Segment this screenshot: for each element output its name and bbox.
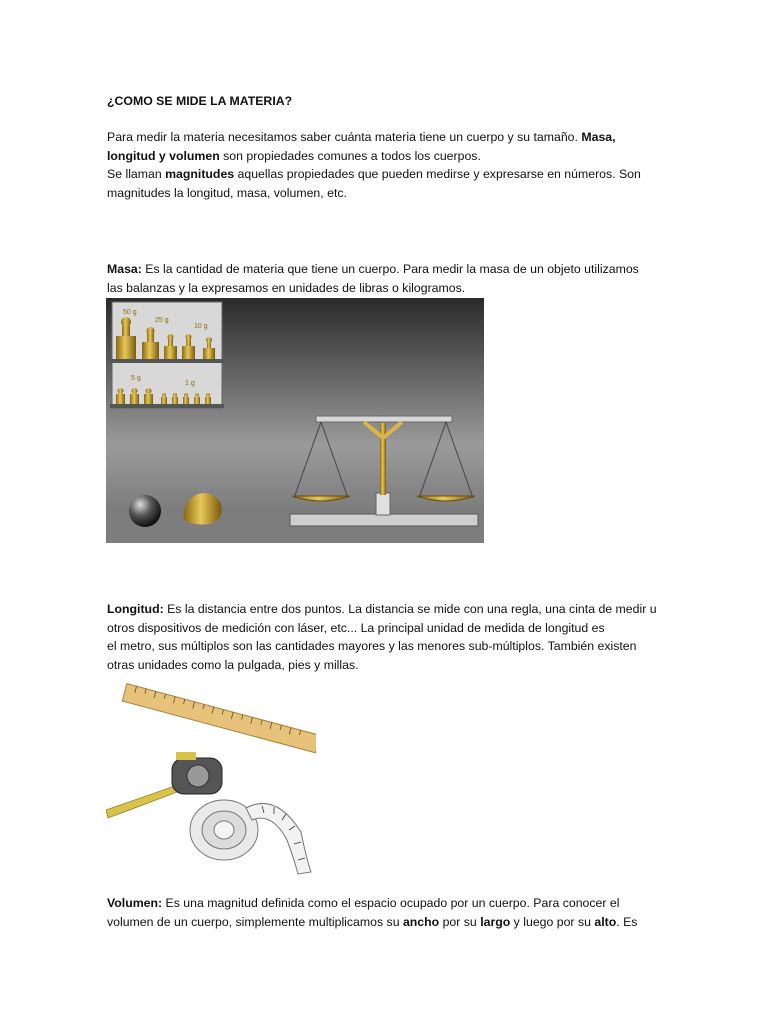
balance-image — [106, 298, 484, 543]
page-title: ¿COMO SE MIDE LA MATERIA? — [107, 94, 293, 108]
masa-paragraph: Masa: Es la cantidad de materia que tiene un cuerpo. Para medir la masa de un objeto utilizamos las balanzas y la expresamos en unidades de libras o kilogramos. — [107, 262, 639, 295]
weight-label-1: 1 g — [185, 380, 195, 387]
weight-label-5: 5 g — [131, 375, 141, 382]
metal-ball — [129, 495, 161, 527]
weight-label-50: 50 g — [123, 309, 137, 316]
weight-label-25: 25 g — [155, 317, 169, 324]
longitud-paragraph: Longitud: Es la distancia entre dos puntos. La distancia se mide con una regla, una cinta de medir u otros dispositivos de medición con láser, etc... La principal unidad de medida de longitud es el metro, sus múltiplos son las cantidades mayores y las menores sub-múltiplos. También existen otras unidades como la pulgada, pies y millas. — [107, 602, 657, 672]
intro-paragraph: Para medir la materia necesitamos saber cuánta materia tiene un cuerpo y su tamaño. Masa, longitud y volumen son propiedades comunes a todos los cuerpos. Se llaman magnitudes aquellas propiedades que pueden medirse y expresarse en números. Son magnitudes la longitud, masa, volumen, etc. — [107, 130, 641, 200]
measuring-tools-image — [106, 682, 316, 877]
weight-label-10: 10 g — [194, 323, 208, 330]
volumen-paragraph: Volumen: Es una magnitud definida como el espacio ocupado por un cuerpo. Para conocer el volumen de un cuerpo, simplemente multiplicamos su ancho por su largo y luego por su alto. Es — [107, 896, 638, 929]
